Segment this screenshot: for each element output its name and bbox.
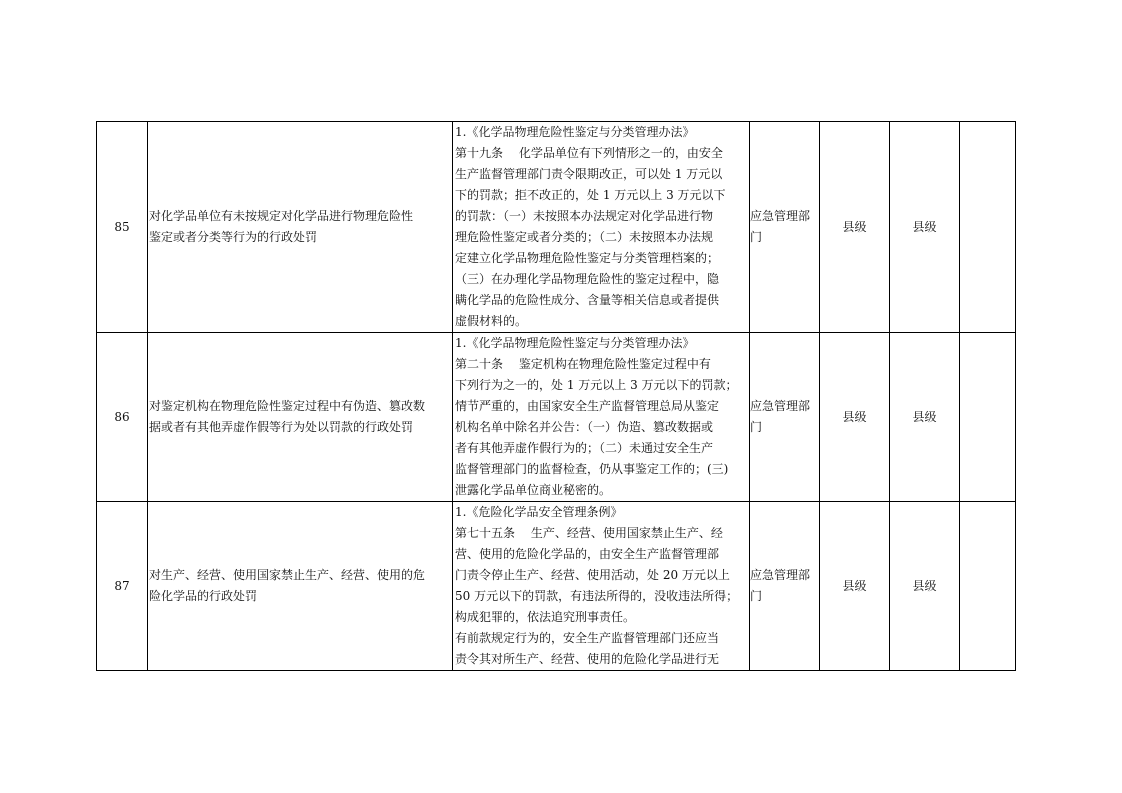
legal-basis-line: 1.《化学品物理危险性鉴定与分类管理办法》 xyxy=(455,125,695,139)
department-line: 应急管理部 xyxy=(750,399,811,413)
department-line: 门 xyxy=(750,589,763,603)
legal-basis-line: 有前款规定行为的，安全生产监督管理部门还应当 xyxy=(455,631,720,645)
penalty-item-line: 对鉴定机构在物理危险性鉴定过程中有伪造、篡改数 xyxy=(149,399,426,413)
penalty-item-line: 险化学品的行政处罚 xyxy=(149,589,258,603)
legal-basis xyxy=(453,333,750,502)
department-line: 门 xyxy=(750,230,763,244)
extra-cell xyxy=(960,333,1016,502)
legal-basis-line: 下的罚款；拒不改正的，处 1 万元以上 3 万元以下 xyxy=(455,188,726,202)
legal-basis-line: 责令其对所生产、经营、使用的危险化学品进行无 xyxy=(455,652,720,666)
legal-basis-line: 1.《危险化学品安全管理条例》 xyxy=(455,505,623,519)
legal-basis-line: 下列行为之一的，处 1 万元以上 3 万元以下的罚款； xyxy=(455,378,738,392)
table-row xyxy=(97,333,1016,502)
penalty-table xyxy=(96,121,1016,671)
legal-basis xyxy=(453,502,750,671)
department xyxy=(750,333,820,502)
penalty-item-line: 对生产、经营、使用国家禁止生产、经营、使用的危 xyxy=(149,568,426,582)
legal-basis xyxy=(453,122,750,333)
extra-cell xyxy=(960,122,1016,333)
department-line: 应急管理部 xyxy=(750,209,811,223)
department xyxy=(750,502,820,671)
legal-basis-line: （三）在办理化学品物理危险性的鉴定过程中，隐 xyxy=(455,272,720,286)
legal-basis-line: 者有其他弄虚作假行为的；（二）未通过安全生产 xyxy=(455,441,714,455)
legal-basis-line: 50 万元以下的罚款，有违法所得的，没收违法所得； xyxy=(455,589,739,603)
legal-basis-line: 瞒化学品的危险性成分、含量等相关信息或者提供 xyxy=(455,293,720,307)
extra-cell xyxy=(960,502,1016,671)
legal-basis-line: 第二十条 鉴定机构在物理危险性鉴定过程中有 xyxy=(455,357,711,371)
level-cell-1: 县级 xyxy=(820,502,890,671)
legal-basis-line: 的罚款：（一）未按照本办法规定对化学品进行物 xyxy=(455,209,714,223)
row-number: 87 xyxy=(97,502,148,671)
legal-basis-line: 机构名单中除名并公告：（一）伪造、篡改数据或 xyxy=(455,420,714,434)
penalty-item xyxy=(148,502,453,671)
department-line: 应急管理部 xyxy=(750,568,811,582)
level-cell-1: 县级 xyxy=(820,122,890,333)
legal-basis-line: 1.《化学品物理危险性鉴定与分类管理办法》 xyxy=(455,336,695,350)
legal-basis-line: 第七十五条 生产、经营、使用国家禁止生产、经 xyxy=(455,526,723,540)
department-line: 门 xyxy=(750,420,763,434)
department xyxy=(750,122,820,333)
penalty-item xyxy=(148,333,453,502)
row-number: 85 xyxy=(97,122,148,333)
level-cell-2: 县级 xyxy=(890,122,960,333)
penalty-item-line: 对化学品单位有未按规定对化学品进行物理危险性 xyxy=(149,209,414,223)
legal-basis-line: 门责令停止生产、经营、使用活动，处 20 万元以上 xyxy=(455,568,730,582)
table-row xyxy=(97,502,1016,671)
table-row xyxy=(97,122,1016,333)
legal-basis-line: 营、使用的危险化学品的，由安全生产监督管理部 xyxy=(455,547,720,561)
level-cell-2: 县级 xyxy=(890,333,960,502)
legal-basis-line: 泄露化学品单位商业秘密的。 xyxy=(455,483,612,497)
legal-basis-line: 情节严重的，由国家安全生产监督管理总局从鉴定 xyxy=(455,399,720,413)
penalty-item-line: 据或者有其他弄虚作假等行为处以罚款的行政处罚 xyxy=(149,420,414,434)
row-number: 86 xyxy=(97,333,148,502)
level-cell-1: 县级 xyxy=(820,333,890,502)
legal-basis-line: 定建立化学品物理危险性鉴定与分类管理档案的； xyxy=(455,251,720,265)
legal-basis-line: 第十九条 化学品单位有下列情形之一的，由安全 xyxy=(455,146,723,160)
penalty-item-line: 鉴定或者分类等行为的行政处罚 xyxy=(149,230,318,244)
penalty-item xyxy=(148,122,453,333)
level-cell-2: 县级 xyxy=(890,502,960,671)
legal-basis-line: 理危险性鉴定或者分类的；（二）未按照本办法规 xyxy=(455,230,714,244)
legal-basis-line: 虚假材料的。 xyxy=(455,314,528,328)
legal-basis-line: 生产监督管理部门责令限期改正，可以处 1 万元以 xyxy=(455,167,723,181)
legal-basis-line: 监督管理部门的监督检查，仍从事鉴定工作的；(三) xyxy=(455,462,729,476)
legal-basis-line: 构成犯罪的，依法追究刑事责任。 xyxy=(455,610,636,624)
